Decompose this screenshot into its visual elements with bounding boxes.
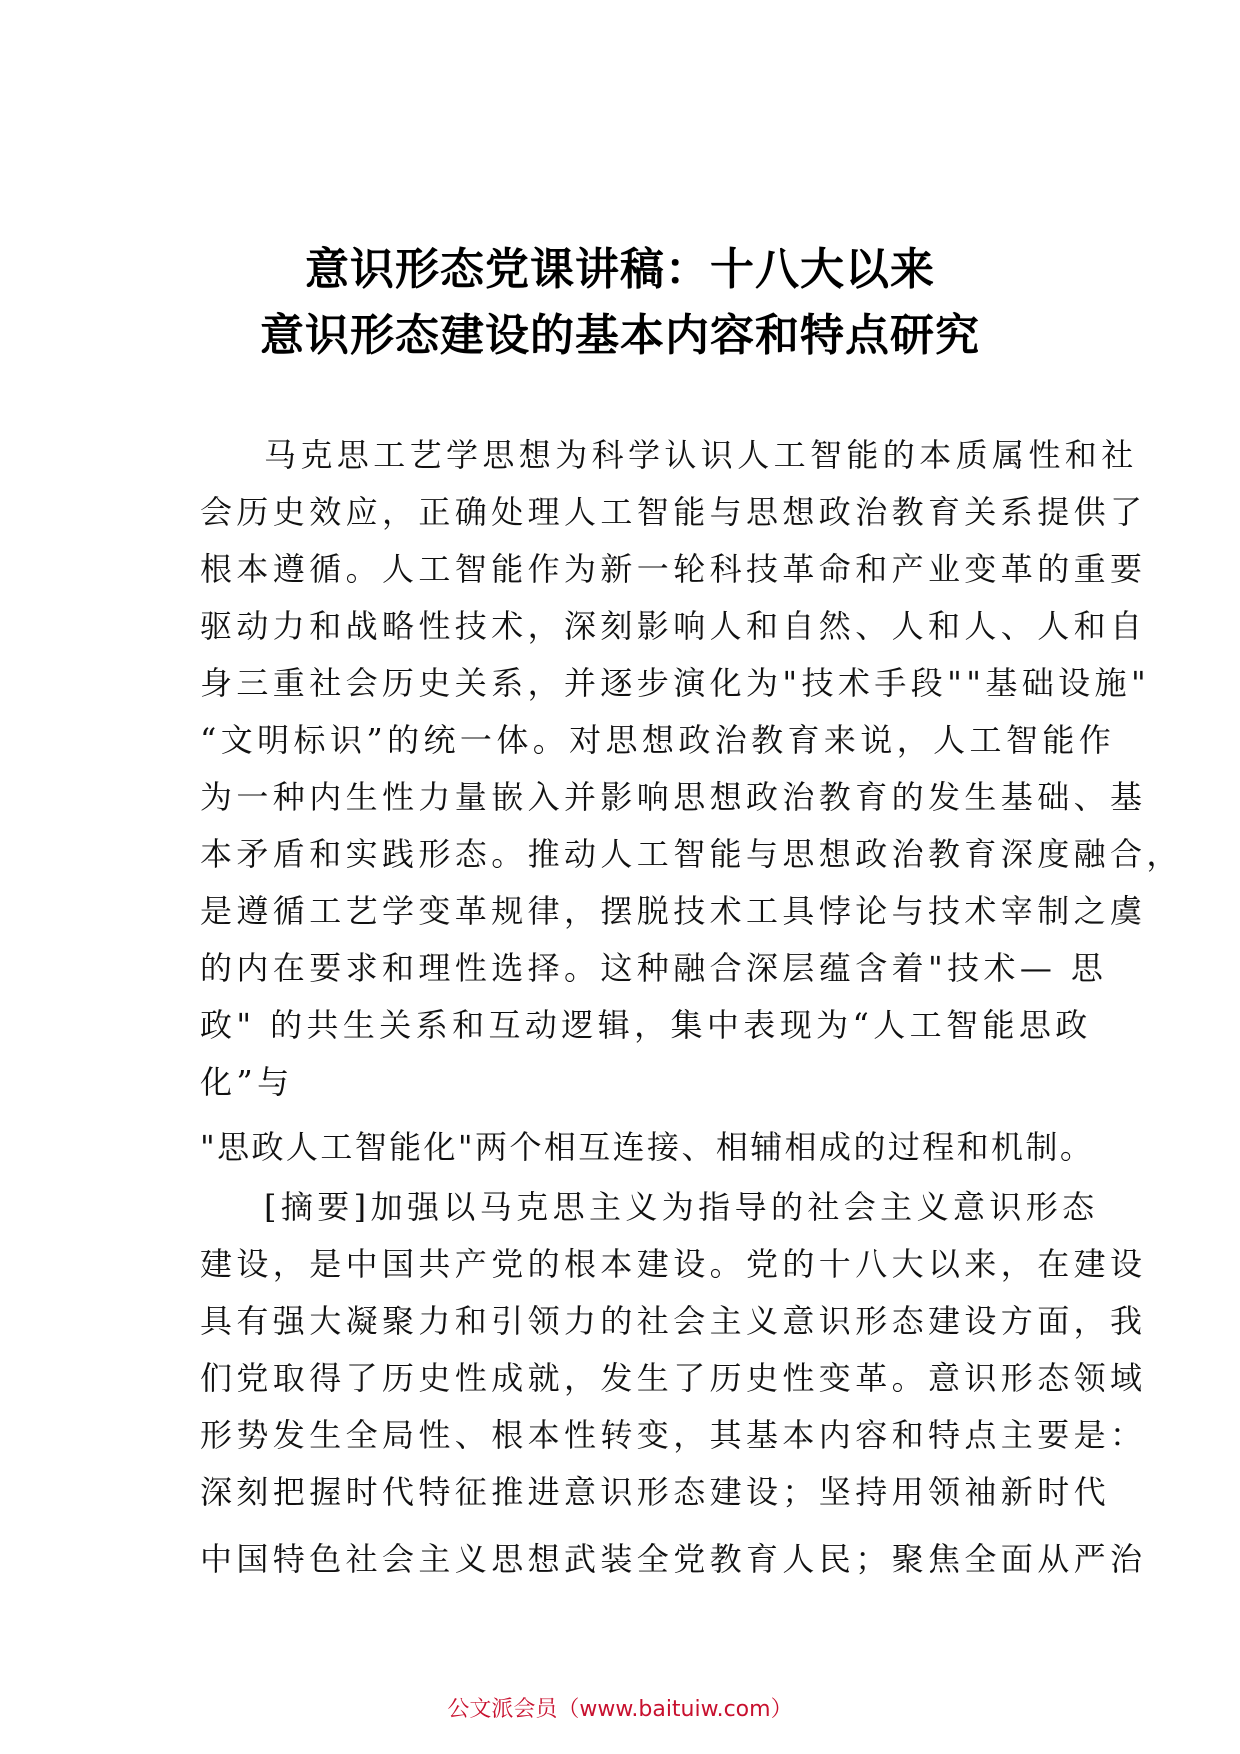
paragraph-line: 驱动力和战略性技术，深刻影响人和自然、人和人、人和自	[200, 607, 1147, 645]
paragraph-line: “文明标识”的统一体。对思想政治教育来说，人工智能作	[200, 721, 1116, 759]
paragraph-line: 会历史效应，正确处理人工智能与思想政治教育关系提供了	[200, 493, 1147, 531]
paragraph-line: 为一种内生性力量嵌入并影响思想政治教育的发生基础、基	[200, 778, 1147, 816]
watermark-footer: 公文派会员（www.baituiw.com）	[447, 1697, 793, 1722]
abstract-line: 深刻把握时代特征推进意识形态建设；坚持用领袖新时代	[200, 1473, 1111, 1511]
paragraph-line: 是遵循工艺学变革规律，摆脱技术工具悖论与技术宰制之虞	[200, 892, 1147, 930]
abstract-line: 建设，是中国共产党的根本建设。党的十八大以来，在建设	[200, 1245, 1147, 1283]
abstract-line: 中国特色社会主义思想武装全党教育人民；聚焦全面从严治	[200, 1540, 1147, 1578]
abstract-line: [摘要]加强以马克思主义为指导的社会主义意识形态	[264, 1188, 1099, 1226]
paragraph-line: "思政人工智能化"两个相互连接、相辅相成的过程和机制。	[200, 1128, 1095, 1166]
paragraph-line: 的内在要求和理性选择。这种融合深层蕴含着"技术— 思	[200, 949, 1108, 987]
paragraph-line: 根本遵循。人工智能作为新一轮科技革命和产业变革的重要	[200, 550, 1147, 588]
paragraph-line: 本矛盾和实践形态。推动人工智能与思想政治教育深度融合，	[200, 835, 1183, 873]
paragraph-line: 马克思工艺学思想为科学认识人工智能的本质属性和社	[264, 436, 1138, 474]
abstract-line: 具有强大凝聚力和引领力的社会主义意识形态建设方面，我	[200, 1302, 1147, 1340]
abstract-line: 形势发生全局性、根本性转变，其基本内容和特点主要是：	[200, 1416, 1147, 1454]
paragraph-line: 政" 的共生关系和互动逻辑，集中表现为“人工智能思政	[200, 1006, 1092, 1044]
document-title-line-1: 意识形态党课讲稿：十八大以来	[305, 244, 935, 295]
document-title-line-2: 意识形态建设的基本内容和特点研究	[260, 310, 980, 361]
paragraph-line: 身三重社会历史关系，并逐步演化为"技术手段""基础设施"	[200, 664, 1151, 702]
abstract-line: 们党取得了历史性成就，发生了历史性变革。意识形态领域	[200, 1359, 1147, 1397]
paragraph-line: 化”与	[200, 1063, 294, 1101]
